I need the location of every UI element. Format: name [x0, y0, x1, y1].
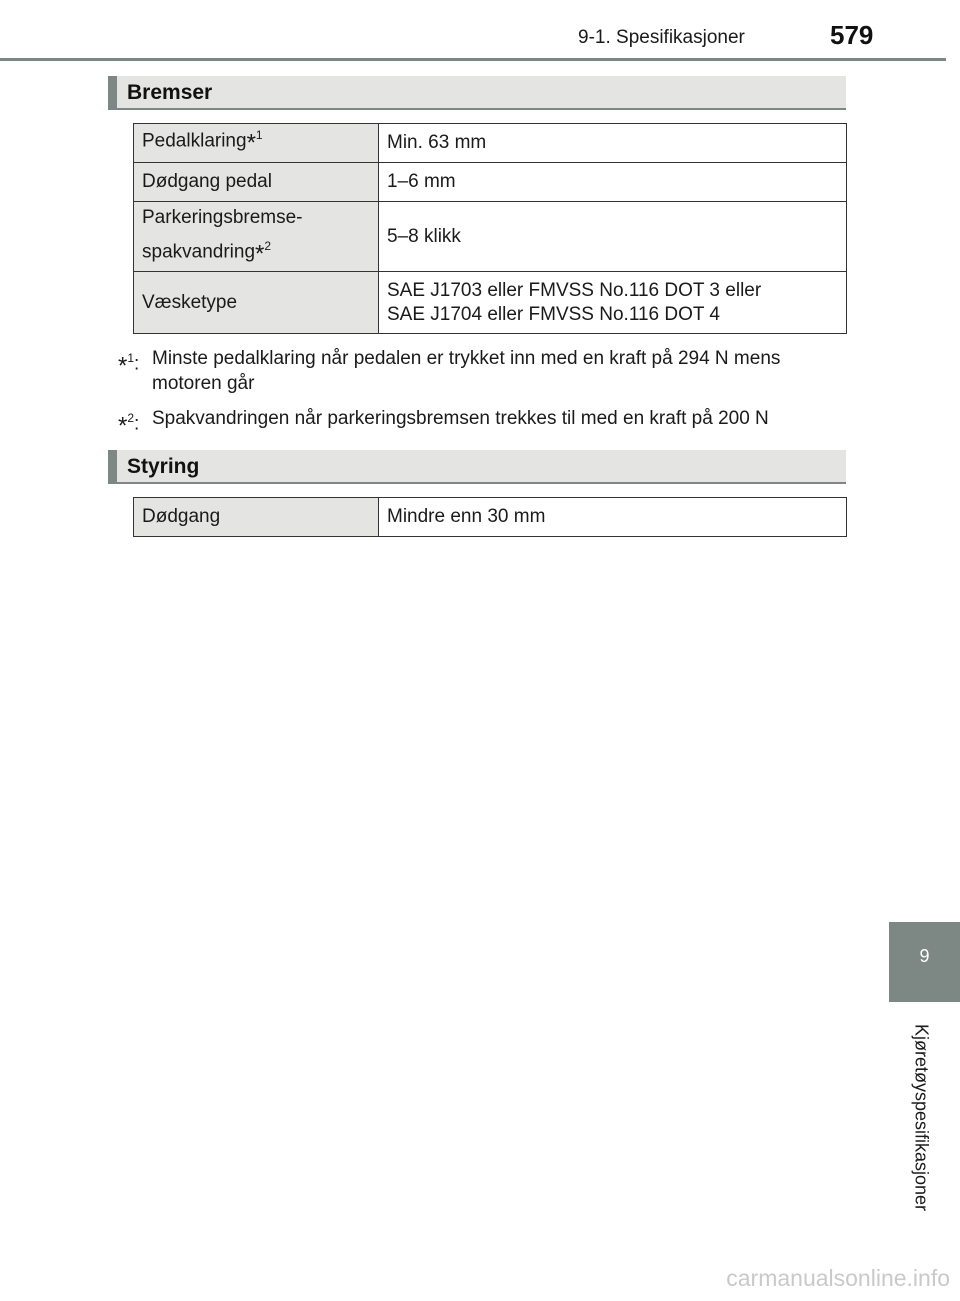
section-heading-brakes — [108, 76, 846, 110]
section-heading-steering-label: Styring — [127, 455, 200, 478]
watermark: carmanualsonline.info — [726, 1265, 950, 1291]
spec-value: 5–8 klikk — [379, 202, 847, 272]
spec-value: Min. 63 mm — [379, 124, 847, 163]
table-row — [134, 202, 847, 272]
table-row — [134, 163, 847, 202]
footnote-1 — [118, 346, 848, 396]
footnote-marker: *$^2$: — [118, 411, 140, 440]
footnote-2 — [118, 406, 848, 440]
section-title: 9-1. Spesifikasjoner — [578, 27, 745, 48]
table-row — [134, 124, 847, 163]
section-heading-brakes-label: Bremser — [127, 81, 213, 104]
spec-value: Mindre enn 30 mm — [379, 498, 847, 537]
footnote-text: Spakvandringen når parkeringsbremsen trekkes til med en kraft på 200 N — [152, 408, 769, 429]
brakes-spec-table — [133, 123, 847, 334]
spec-label: Væsketype — [134, 272, 379, 334]
header-divider — [0, 58, 946, 61]
page-number: 579 — [830, 20, 874, 50]
spec-label: Pedalklaring*$^1$ — [134, 124, 379, 163]
spec-value: 1–6 mm — [379, 163, 847, 202]
table-row — [134, 498, 847, 537]
chapter-side-label — [906, 1012, 936, 1222]
steering-spec-table — [133, 497, 847, 537]
section-heading-steering — [108, 450, 846, 484]
spec-value: SAE J1703 eller FMVSS No.116 DOT 3 eller SAE J1704 eller FMVSS No.116 DOT 4 — [379, 272, 847, 334]
table-row — [134, 272, 847, 334]
chapter-title: Kjøretøyspesifikasjoner — [911, 1023, 932, 1212]
footnote-text: Minste pedalklaring når pedalen er trykket inn med en kraft på 294 N mens motoren går — [152, 348, 781, 394]
spec-label: Parkeringsbremse- spakvandring*$^2$ — [134, 202, 379, 272]
spec-label: Dødgang pedal — [134, 163, 379, 202]
chapter-tab — [889, 922, 960, 1002]
chapter-number: 9 — [919, 946, 930, 966]
spec-label: Dødgang — [134, 498, 379, 537]
footnote-marker: *$^1$: — [118, 351, 140, 380]
